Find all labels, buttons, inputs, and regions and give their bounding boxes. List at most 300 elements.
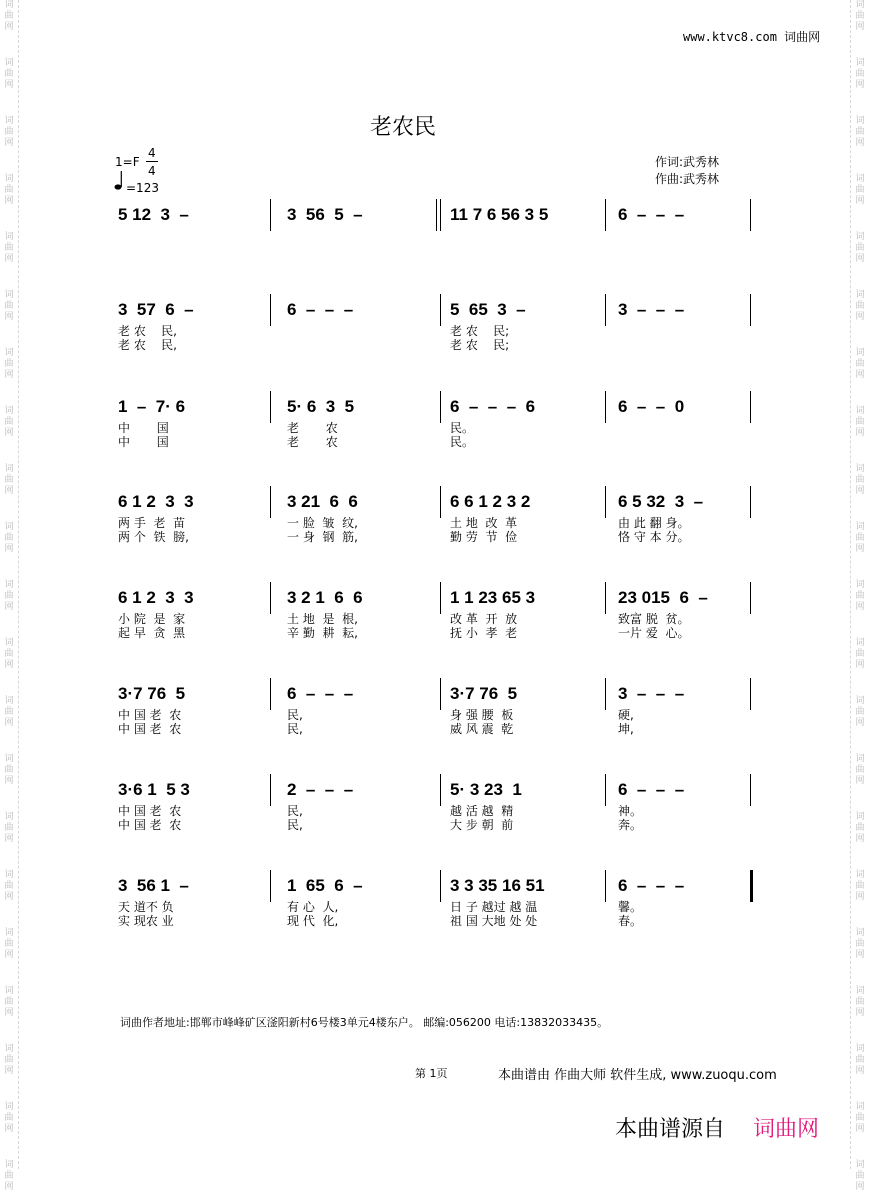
lyric-line-2: 两 个 铁 膀, bbox=[118, 530, 189, 544]
watermark-char: 网 bbox=[855, 196, 865, 206]
watermark-mark bbox=[1, 696, 17, 729]
measure-notes: 3 56 1 – bbox=[118, 876, 189, 895]
watermark-char: 曲 bbox=[855, 69, 865, 79]
header-site-link[interactable]: www.ktvc8.com 词曲网 bbox=[683, 30, 821, 44]
watermark-char: 词 bbox=[4, 232, 14, 242]
watermark-mark bbox=[1, 290, 17, 323]
lyric-line-1: 两 手 老 苗 bbox=[118, 516, 186, 530]
watermark-char: 网 bbox=[4, 950, 14, 960]
watermark-char: 网 bbox=[855, 1008, 865, 1018]
watermark-char: 网 bbox=[4, 254, 14, 264]
watermark-mark bbox=[852, 928, 868, 961]
measure-notes: 3·6 1 5 3 bbox=[118, 780, 190, 799]
barline bbox=[440, 870, 441, 902]
barline bbox=[270, 199, 271, 231]
measure-notes: 6 6 1 2 3 2 bbox=[450, 492, 531, 511]
watermark-char: 曲 bbox=[4, 301, 14, 311]
barline bbox=[750, 774, 751, 806]
lyric-line-1: 天 道不 负 bbox=[118, 900, 174, 914]
generator-credit[interactable]: 本曲谱由 作曲大师 软件生成, www.zuoqu.com bbox=[498, 1068, 777, 1083]
watermark-char: 曲 bbox=[4, 359, 14, 369]
barline bbox=[750, 678, 751, 710]
watermark-mark bbox=[852, 116, 868, 149]
measure-notes: 3 – – – bbox=[618, 300, 685, 319]
watermark-char: 曲 bbox=[855, 939, 865, 949]
watermark-char: 曲 bbox=[4, 1113, 14, 1123]
watermark-mark bbox=[852, 348, 868, 381]
watermark-char: 网 bbox=[855, 138, 865, 148]
lyric-line-2: 辛 勤 耕 耘, bbox=[287, 626, 358, 640]
source-label: 本曲谱源自 bbox=[615, 1117, 726, 1142]
watermark-mark bbox=[852, 1160, 868, 1193]
watermark-char: 词 bbox=[855, 406, 865, 416]
lyric-line-1: 日 子 越过 越 温 bbox=[450, 900, 538, 914]
watermark-char: 词 bbox=[4, 812, 14, 822]
watermark-char: 词 bbox=[4, 1102, 14, 1112]
measure-notes: 3 56 5 – bbox=[287, 205, 363, 224]
lyric-line-1: 小 院 是 家 bbox=[118, 612, 186, 626]
watermark-char: 词 bbox=[4, 58, 14, 68]
watermark-mark bbox=[852, 174, 868, 207]
watermark-char: 曲 bbox=[4, 475, 14, 485]
barline bbox=[270, 582, 271, 614]
watermark-char: 网 bbox=[855, 254, 865, 264]
watermark-mark bbox=[852, 1102, 868, 1135]
watermark-char: 网 bbox=[4, 312, 14, 322]
barline bbox=[270, 774, 271, 806]
tempo-marking: =123 bbox=[126, 181, 159, 195]
watermark-char: 词 bbox=[855, 232, 865, 242]
watermark-char: 词 bbox=[4, 754, 14, 764]
watermark-char: 网 bbox=[4, 660, 14, 670]
watermark-mark bbox=[852, 290, 868, 323]
lyric-line-2: 民。 bbox=[450, 435, 475, 449]
measure-notes: 5· 3 23 1 bbox=[450, 780, 522, 799]
barline bbox=[605, 391, 606, 423]
watermark-char: 网 bbox=[4, 370, 14, 380]
watermark-char: 曲 bbox=[4, 243, 14, 253]
watermark-char: 网 bbox=[4, 892, 14, 902]
watermark-char: 曲 bbox=[4, 939, 14, 949]
watermark-mark bbox=[1, 754, 17, 787]
barline bbox=[440, 294, 441, 326]
barline bbox=[750, 391, 751, 423]
repeat-barline bbox=[436, 199, 437, 231]
watermark-char: 词 bbox=[4, 1160, 14, 1170]
watermark-char: 词 bbox=[855, 116, 865, 126]
watermark-char: 曲 bbox=[4, 707, 14, 717]
watermark-char: 曲 bbox=[4, 185, 14, 195]
page-number: 第 1页 bbox=[415, 1067, 448, 1080]
lyric-line-2: 祖 国 大地 处 处 bbox=[450, 914, 538, 928]
lyric-line-2: 抚 小 孝 老 bbox=[450, 626, 518, 640]
watermark-char: 曲 bbox=[855, 475, 865, 485]
measure-notes: 5· 6 3 5 bbox=[287, 397, 355, 416]
watermark-mark bbox=[1, 580, 17, 613]
watermark-char: 词 bbox=[4, 348, 14, 358]
watermark-char: 曲 bbox=[855, 1113, 865, 1123]
time-signature-line bbox=[146, 161, 158, 162]
barline bbox=[270, 870, 271, 902]
watermark-char: 词 bbox=[855, 638, 865, 648]
measure-notes: 1 1 23 65 3 bbox=[450, 588, 536, 607]
watermark-char: 网 bbox=[855, 1066, 865, 1076]
watermark-char: 网 bbox=[4, 196, 14, 206]
measure-notes: 6 – – – bbox=[618, 780, 685, 799]
watermark-char: 网 bbox=[4, 1008, 14, 1018]
watermark-char: 网 bbox=[855, 892, 865, 902]
lyric-line-2: 现 代 化, bbox=[287, 914, 339, 928]
watermark-mark bbox=[1, 0, 17, 33]
watermark-char: 网 bbox=[4, 718, 14, 728]
watermark-char: 词 bbox=[4, 870, 14, 880]
barline bbox=[750, 294, 751, 326]
lyric-line-1: 老 农 bbox=[287, 421, 338, 435]
watermark-char: 网 bbox=[855, 80, 865, 90]
watermark-char: 词 bbox=[855, 348, 865, 358]
watermark-mark bbox=[852, 812, 868, 845]
barline bbox=[440, 391, 441, 423]
lyric-line-1: 身 强 腰 板 bbox=[450, 708, 514, 722]
lyric-line-1: 老 农 民, bbox=[118, 324, 177, 338]
barline bbox=[270, 294, 271, 326]
barline bbox=[440, 774, 441, 806]
watermark-char: 曲 bbox=[855, 359, 865, 369]
watermark-char: 词 bbox=[855, 986, 865, 996]
watermark-mark bbox=[1, 348, 17, 381]
barline bbox=[605, 294, 606, 326]
watermark-char: 词 bbox=[855, 1102, 865, 1112]
watermark-mark bbox=[852, 0, 868, 33]
barline bbox=[440, 486, 441, 518]
measure-notes: 5 12 3 – bbox=[118, 205, 189, 224]
watermark-mark bbox=[852, 406, 868, 439]
measure-notes: 6 – – – bbox=[618, 876, 685, 895]
watermark-char: 曲 bbox=[4, 881, 14, 891]
watermark-mark bbox=[1, 812, 17, 845]
lyric-line-2: 春。 bbox=[618, 914, 643, 928]
watermark-char: 曲 bbox=[4, 11, 14, 21]
watermark-char: 网 bbox=[4, 1124, 14, 1134]
watermark-mark bbox=[852, 1044, 868, 1077]
watermark-mark bbox=[1, 1160, 17, 1193]
watermark-mark bbox=[852, 580, 868, 613]
watermark-char: 词 bbox=[4, 1044, 14, 1054]
lyric-line-1: 一 脸 皱 纹, bbox=[287, 516, 358, 530]
watermark-char: 词 bbox=[4, 174, 14, 184]
watermark-mark bbox=[852, 638, 868, 671]
watermark-char: 曲 bbox=[4, 127, 14, 137]
measure-notes: 6 5 32 3 – bbox=[618, 492, 704, 511]
watermark-mark bbox=[852, 464, 868, 497]
measure-notes: 6 – – – bbox=[287, 300, 354, 319]
watermark-char: 网 bbox=[4, 138, 14, 148]
barline bbox=[270, 391, 271, 423]
watermark-char: 网 bbox=[4, 1066, 14, 1076]
barline bbox=[605, 582, 606, 614]
measure-notes: 3 2 1 6 6 bbox=[287, 588, 363, 607]
watermark-char: 词 bbox=[855, 870, 865, 880]
lyric-line-1: 老 农 民; bbox=[450, 324, 510, 338]
lyric-line-1: 民, bbox=[287, 804, 303, 818]
watermark-char: 曲 bbox=[855, 243, 865, 253]
watermark-char: 词 bbox=[4, 638, 14, 648]
measure-notes: 11 7 6 56 3 5 bbox=[450, 205, 549, 224]
watermark-char: 词 bbox=[4, 116, 14, 126]
watermark-mark bbox=[1, 1044, 17, 1077]
measure-notes: 3 57 6 – bbox=[118, 300, 194, 319]
watermark-char: 曲 bbox=[855, 649, 865, 659]
barline bbox=[750, 199, 751, 231]
key-signature: 1=F bbox=[115, 155, 140, 169]
watermark-char: 网 bbox=[855, 544, 865, 554]
watermark-char: 网 bbox=[4, 544, 14, 554]
watermark-char: 词 bbox=[4, 986, 14, 996]
watermark-char: 曲 bbox=[4, 417, 14, 427]
lyric-line-2: 起 早 贪 黑 bbox=[118, 626, 186, 640]
watermark-char: 曲 bbox=[855, 1055, 865, 1065]
watermark-char: 网 bbox=[855, 1182, 865, 1192]
watermark-mark bbox=[1, 870, 17, 903]
watermark-char: 网 bbox=[855, 22, 865, 32]
watermark-char: 曲 bbox=[855, 1171, 865, 1181]
lyric-line-1: 致富 脱 贫。 bbox=[618, 612, 690, 626]
lyric-line-1: 中 国 老 农 bbox=[118, 804, 182, 818]
barline bbox=[750, 870, 753, 902]
watermark-char: 网 bbox=[4, 486, 14, 496]
watermark-char: 词 bbox=[855, 290, 865, 300]
barline bbox=[440, 582, 441, 614]
watermark-mark bbox=[1, 464, 17, 497]
watermark-mark bbox=[852, 986, 868, 1019]
watermark-char: 曲 bbox=[4, 649, 14, 659]
watermark-char: 词 bbox=[855, 754, 865, 764]
barline bbox=[605, 486, 606, 518]
measure-notes: 3 21 6 6 bbox=[287, 492, 358, 511]
watermark-char: 曲 bbox=[4, 997, 14, 1007]
watermark-char: 曲 bbox=[855, 707, 865, 717]
watermark-char: 曲 bbox=[855, 127, 865, 137]
lyric-line-1: 土 地 改 革 bbox=[450, 516, 518, 530]
watermark-char: 词 bbox=[4, 464, 14, 474]
watermark-char: 网 bbox=[4, 22, 14, 32]
lyric-line-1: 改 革 开 放 bbox=[450, 612, 518, 626]
barline bbox=[270, 486, 271, 518]
watermark-mark bbox=[852, 232, 868, 265]
measure-notes: 6 – – – bbox=[618, 205, 685, 224]
watermark-mark bbox=[1, 986, 17, 1019]
measure-notes: 23 015 6 – bbox=[618, 588, 708, 607]
lyric-line-2: 老 农 bbox=[287, 435, 338, 449]
watermark-char: 网 bbox=[855, 1124, 865, 1134]
watermark-char: 网 bbox=[855, 428, 865, 438]
watermark-char: 曲 bbox=[855, 997, 865, 1007]
watermark-char: 曲 bbox=[855, 881, 865, 891]
barline bbox=[605, 678, 606, 710]
time-signature-bottom: 4 bbox=[148, 164, 156, 178]
lyric-line-2: 中 国 老 农 bbox=[118, 722, 182, 736]
watermark-char: 曲 bbox=[855, 11, 865, 21]
watermark-char: 词 bbox=[4, 406, 14, 416]
watermark-char: 网 bbox=[4, 1182, 14, 1192]
measure-notes: 6 1 2 3 3 bbox=[118, 588, 194, 607]
watermark-char: 词 bbox=[855, 1044, 865, 1054]
lyric-line-1: 越 活 越 精 bbox=[450, 804, 514, 818]
measure-notes: 1 65 6 – bbox=[287, 876, 363, 895]
lyric-line-2: 勤 劳 节 俭 bbox=[450, 530, 518, 544]
watermark-char: 词 bbox=[4, 580, 14, 590]
lyric-line-1: 民。 bbox=[450, 421, 475, 435]
watermark-char: 曲 bbox=[4, 823, 14, 833]
watermark-mark bbox=[852, 58, 868, 91]
lyric-line-2: 一片 爱 心。 bbox=[618, 626, 690, 640]
watermark-mark bbox=[1, 928, 17, 961]
barline bbox=[605, 199, 606, 231]
lyric-line-1: 馨。 bbox=[618, 900, 643, 914]
lyric-line-1: 由 此 翻 身。 bbox=[618, 516, 690, 530]
watermark-char: 网 bbox=[855, 660, 865, 670]
watermark-char: 词 bbox=[4, 696, 14, 706]
watermark-char: 曲 bbox=[855, 185, 865, 195]
barline bbox=[270, 678, 271, 710]
watermark-mark bbox=[1, 58, 17, 91]
author-address: 词曲作者地址:邯郸市峰峰矿区滏阳新村6号楼3单元4楼东户。 邮编:056200 电话:13832033435。 bbox=[120, 1016, 609, 1029]
watermark-char: 曲 bbox=[855, 591, 865, 601]
lyric-line-2: 民, bbox=[287, 818, 303, 832]
lyric-line-1: 土 地 是 根, bbox=[287, 612, 358, 626]
composer-credit: 作曲:武秀林 bbox=[655, 172, 720, 186]
watermark-mark bbox=[1, 174, 17, 207]
watermark-char: 曲 bbox=[855, 301, 865, 311]
watermark-mark bbox=[852, 522, 868, 555]
watermark-char: 曲 bbox=[4, 1055, 14, 1065]
lyric-line-2: 民, bbox=[287, 722, 303, 736]
lyric-line-1: 有 心 人, bbox=[287, 900, 339, 914]
lyric-line-2: 中 国 bbox=[118, 435, 169, 449]
watermark-char: 网 bbox=[855, 776, 865, 786]
watermark-char: 网 bbox=[4, 602, 14, 612]
watermark-char: 网 bbox=[855, 370, 865, 380]
watermark-char: 曲 bbox=[4, 1171, 14, 1181]
barline bbox=[750, 582, 751, 614]
watermark-mark bbox=[852, 696, 868, 729]
lyric-line-2: 中 国 老 农 bbox=[118, 818, 182, 832]
barline bbox=[440, 199, 441, 231]
measure-notes: 1 – 7· 6 bbox=[118, 397, 186, 416]
barline bbox=[605, 870, 606, 902]
watermark-mark bbox=[1, 522, 17, 555]
watermark-char: 词 bbox=[4, 0, 14, 10]
lyric-line-2: 大 步 朝 前 bbox=[450, 818, 514, 832]
measure-notes: 3 – – – bbox=[618, 684, 685, 703]
measure-notes: 2 – – – bbox=[287, 780, 354, 799]
lyricist-credit: 作词:武秀林 bbox=[655, 155, 720, 169]
watermark-char: 词 bbox=[855, 1160, 865, 1170]
watermark-mark bbox=[1, 1102, 17, 1135]
lyric-line-1: 中 国 老 农 bbox=[118, 708, 182, 722]
barline bbox=[440, 678, 441, 710]
watermark-char: 网 bbox=[4, 428, 14, 438]
watermark-char: 词 bbox=[4, 522, 14, 532]
watermark-mark bbox=[1, 116, 17, 149]
watermark-char: 网 bbox=[855, 834, 865, 844]
right-dashed-guide bbox=[850, 0, 851, 1169]
watermark-char: 词 bbox=[855, 58, 865, 68]
lyric-line-2: 奔。 bbox=[618, 818, 643, 832]
left-dashed-guide bbox=[18, 0, 19, 1169]
measure-notes: 6 1 2 3 3 bbox=[118, 492, 194, 511]
watermark-char: 词 bbox=[855, 174, 865, 184]
watermark-char: 词 bbox=[855, 580, 865, 590]
watermark-char: 曲 bbox=[4, 533, 14, 543]
measure-notes: 6 – – – bbox=[287, 684, 354, 703]
lyric-line-2: 实 现农 业 bbox=[118, 914, 174, 928]
lyric-line-1: 中 国 bbox=[118, 421, 169, 435]
watermark-char: 曲 bbox=[855, 533, 865, 543]
watermark-mark bbox=[1, 232, 17, 265]
watermark-char: 词 bbox=[855, 464, 865, 474]
measure-notes: 6 – – 0 bbox=[618, 397, 685, 416]
barline bbox=[605, 774, 606, 806]
watermark-char: 网 bbox=[855, 950, 865, 960]
watermark-char: 词 bbox=[855, 0, 865, 10]
lyric-line-2: 老 农 民; bbox=[450, 338, 510, 352]
measure-notes: 3·7 76 5 bbox=[450, 684, 518, 703]
watermark-char: 网 bbox=[855, 718, 865, 728]
watermark-char: 词 bbox=[855, 522, 865, 532]
watermark-char: 网 bbox=[855, 486, 865, 496]
lyric-line-2: 一 身 钢 筋, bbox=[287, 530, 358, 544]
measure-notes: 6 – – – 6 bbox=[450, 397, 536, 416]
watermark-mark bbox=[852, 754, 868, 787]
lyric-line-1: 神。 bbox=[618, 804, 643, 818]
lyric-line-2: 恪 守 本 分。 bbox=[618, 530, 690, 544]
watermark-char: 曲 bbox=[855, 823, 865, 833]
watermark-char: 词 bbox=[855, 812, 865, 822]
watermark-char: 词 bbox=[4, 928, 14, 938]
watermark-char: 曲 bbox=[855, 417, 865, 427]
barline bbox=[750, 486, 751, 518]
source-site-link[interactable]: 词曲网 bbox=[753, 1117, 820, 1142]
watermark-char: 词 bbox=[4, 290, 14, 300]
measure-notes: 5 65 3 – bbox=[450, 300, 526, 319]
lyric-line-2: 老 农 民, bbox=[118, 338, 177, 352]
watermark-char: 词 bbox=[855, 696, 865, 706]
watermark-char: 曲 bbox=[855, 765, 865, 775]
watermark-mark bbox=[1, 406, 17, 439]
measure-notes: 3·7 76 5 bbox=[118, 684, 186, 703]
watermark-char: 网 bbox=[855, 602, 865, 612]
watermark-mark bbox=[1, 638, 17, 671]
watermark-char: 网 bbox=[4, 776, 14, 786]
lyric-line-1: 硬, bbox=[618, 708, 634, 722]
watermark-char: 网 bbox=[4, 80, 14, 90]
watermark-mark bbox=[852, 870, 868, 903]
watermark-char: 曲 bbox=[4, 765, 14, 775]
watermark-char: 曲 bbox=[4, 591, 14, 601]
time-signature-top: 4 bbox=[148, 146, 156, 160]
lyric-line-1: 民, bbox=[287, 708, 303, 722]
watermark-char: 网 bbox=[4, 834, 14, 844]
watermark-char: 曲 bbox=[4, 69, 14, 79]
quarter-note-icon bbox=[114, 170, 124, 196]
lyric-line-2: 威 风 震 乾 bbox=[450, 722, 514, 736]
measure-notes: 3 3 35 16 51 bbox=[450, 876, 545, 895]
lyric-line-2: 坤, bbox=[618, 722, 634, 736]
watermark-char: 词 bbox=[855, 928, 865, 938]
watermark-char: 网 bbox=[855, 312, 865, 322]
page-title: 老农民 bbox=[370, 115, 437, 140]
